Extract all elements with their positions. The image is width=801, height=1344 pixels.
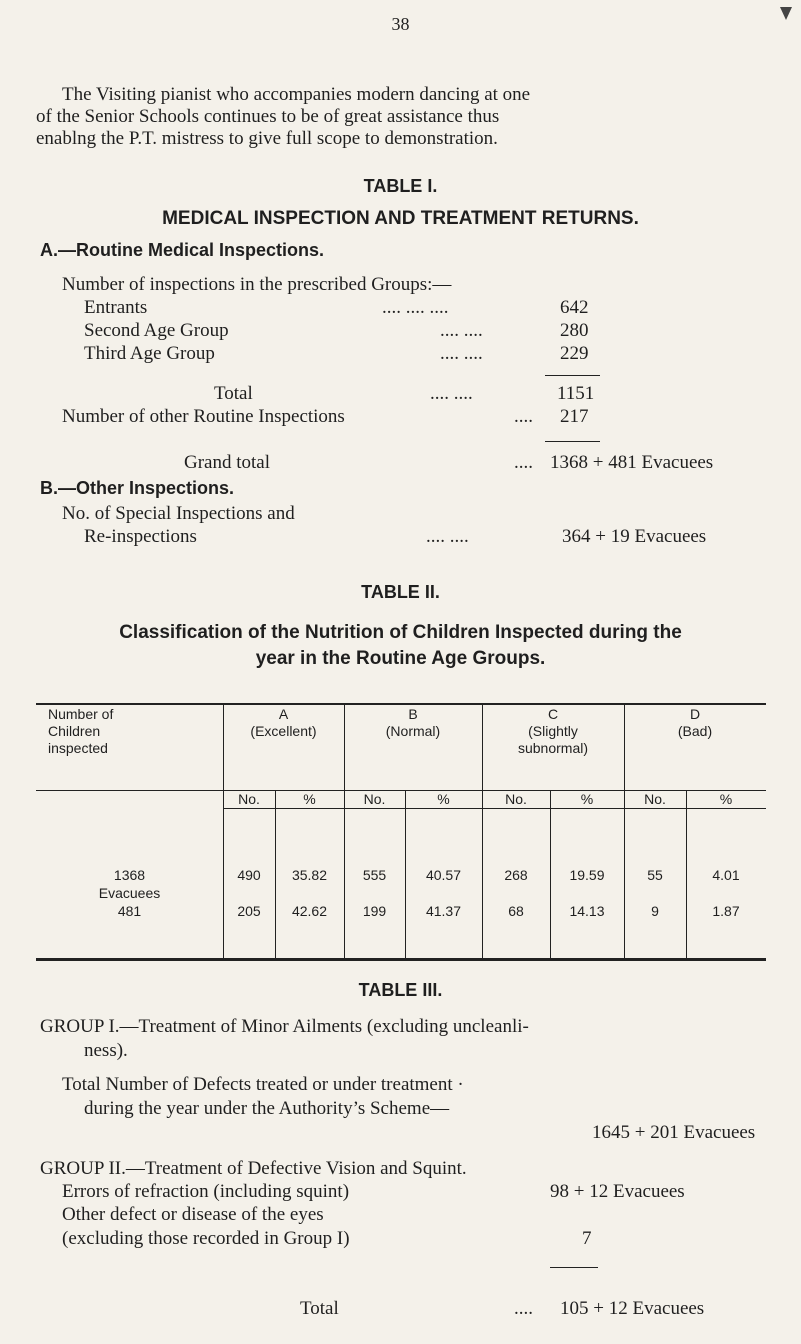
total-dots: .... .... <box>430 383 473 404</box>
row-third-age-label: Third Age Group <box>84 343 215 364</box>
table1-title: TABLE I. <box>363 176 438 196</box>
section-a-heading: A.—Routine Medical Inspections. <box>40 240 325 260</box>
sub-header-d-pct: % <box>719 791 733 807</box>
group-c-desc-2: subnormal) <box>517 740 589 756</box>
col0-header-line-1: Number of <box>48 706 114 722</box>
row1-d-no: 55 <box>647 867 663 883</box>
group-b-letter: B <box>408 706 418 722</box>
sub-header-d-no: No. <box>644 791 666 807</box>
sub-header-b-no: No. <box>363 791 386 807</box>
row2-c-pct: 14.13 <box>569 903 605 919</box>
group1-line-4: during the year under the Authority’s Scheme— <box>84 1098 450 1119</box>
group2-total-value: 105 + 12 Evacuees <box>560 1298 705 1319</box>
group-a-desc: (Excellent) <box>250 723 317 739</box>
grand-total-rule <box>545 441 600 442</box>
row-second-age-value: 280 <box>560 320 589 341</box>
group2-row1-value: 98 + 12 Evacuees <box>550 1181 685 1202</box>
col-divider-b <box>344 703 345 960</box>
row-second-age-dots: .... .... <box>440 320 483 341</box>
subheader-rule <box>223 808 766 809</box>
intro-line-3: enablng the P.T. mistress to give full scope to demonstration. <box>36 128 498 149</box>
group-d-letter: D <box>689 706 701 722</box>
total-rule <box>545 375 600 376</box>
row1-a-no: 490 <box>237 867 261 883</box>
group-a-letter: A <box>278 706 289 722</box>
intro-line-2: of the Senior Schools continues to be of great assistance thus <box>36 106 500 127</box>
section-b-line-1: No. of Special Inspections and <box>62 503 295 524</box>
section-b-dots: .... .... <box>426 526 469 547</box>
table2-heading-line-2: year in the Routine Age Groups. <box>255 648 546 669</box>
section-b-value: 364 + 19 Evacuees <box>562 526 707 547</box>
table2-heading-line-1: Classification of the Nutrition of Children Inspected during the <box>119 622 682 643</box>
group2-total-rule <box>550 1267 598 1268</box>
row2-count: 481 <box>117 903 142 919</box>
page-number: 38 <box>391 14 410 34</box>
sub-header-c-no: No. <box>505 791 527 807</box>
col-divider-d <box>624 703 625 960</box>
row-second-age-label: Second Age Group <box>84 320 229 341</box>
sub-header-b-pct: % <box>437 791 450 807</box>
table2-title: TABLE II. <box>361 582 440 602</box>
table-top-rule <box>36 703 766 705</box>
group1-line-1: GROUP I.—Treatment of Minor Ailments (excluding uncleanli- <box>40 1016 529 1037</box>
row2-d-pct: 1.87 <box>712 903 740 919</box>
group-d-desc: (Bad) <box>677 723 713 739</box>
group2-total-label: Total <box>300 1298 339 1319</box>
group2-row3-value: 7 <box>582 1228 592 1249</box>
grand-total-dots: .... <box>514 452 533 473</box>
group-c-desc: (Slightly <box>528 723 578 739</box>
other-routine-dots: .... <box>514 406 533 427</box>
row2-b-no: 199 <box>362 903 387 919</box>
group-b-desc: (Normal) <box>385 723 441 739</box>
section-a-intro: Number of inspections in the prescribed Groups:— <box>62 274 452 295</box>
other-routine-label: Number of other Routine Inspections <box>62 406 345 427</box>
row1-count: 1368 <box>113 867 146 883</box>
sub-header-a-no: No. <box>238 791 260 807</box>
total-label: Total <box>214 383 253 404</box>
group1-line-2: ness). <box>84 1040 128 1061</box>
row2-a-no: 205 <box>237 903 261 919</box>
section-b-line-2: Re-inspections <box>84 526 197 547</box>
row2-label: Evacuees <box>98 885 161 901</box>
row1-c-pct: 19.59 <box>569 867 605 883</box>
row-third-age-value: 229 <box>560 343 589 364</box>
row-entrants-dots: .... .... .... <box>382 297 449 318</box>
section-b-heading: B.—Other Inspections. <box>40 478 235 498</box>
grand-total-value: 1368 + 481 Evacuees <box>550 452 714 473</box>
table-bottom-rule <box>36 958 766 961</box>
row1-c-no: 268 <box>504 867 528 883</box>
row-third-age-dots: .... .... <box>440 343 483 364</box>
row2-d-no: 9 <box>651 903 659 919</box>
other-routine-value: 217 <box>560 406 589 427</box>
sub-header-a-pct: % <box>303 791 316 807</box>
table1-main-heading: MEDICAL INSPECTION AND TREATMENT RETURNS. <box>162 208 639 229</box>
col-divider-a <box>223 703 224 960</box>
row2-c-no: 68 <box>508 903 524 919</box>
col0-header-line-3: inspected <box>48 740 108 756</box>
row-entrants-value: 642 <box>560 297 589 318</box>
grand-total-label: Grand total <box>184 452 271 473</box>
group2-line-1: GROUP II.—Treatment of Defective Vision and Squint. <box>40 1158 467 1179</box>
sub-header-c-pct: % <box>580 791 594 807</box>
group1-line-3: Total Number of Defects treated or under treatment · <box>62 1074 464 1095</box>
group2-total-dots: .... <box>514 1298 533 1319</box>
col0-header-line-2: Children <box>48 723 101 739</box>
row2-b-pct: 41.37 <box>425 903 462 919</box>
row1-d-pct: 4.01 <box>712 867 740 883</box>
row1-b-pct: 40.57 <box>425 867 462 883</box>
group-c-letter: C <box>547 706 559 722</box>
row1-b-no: 555 <box>362 867 387 883</box>
row2-a-pct: 42.62 <box>291 903 328 919</box>
group2-row1-label: Errors of refraction (including squint) <box>62 1181 350 1202</box>
group2-row3-label: (excluding those recorded in Group I) <box>62 1228 350 1249</box>
total-value: 1151 <box>557 383 595 404</box>
group1-value: 1645 + 201 Evacuees <box>592 1122 756 1143</box>
row1-a-pct: 35.82 <box>291 867 328 883</box>
intro-line-1: The Visiting pianist who accompanies modern dancing at one <box>62 84 531 105</box>
group2-row2-label: Other defect or disease of the eyes <box>62 1204 324 1225</box>
row-entrants-label: Entrants <box>84 297 148 318</box>
table3-title: TABLE III. <box>358 980 443 1000</box>
